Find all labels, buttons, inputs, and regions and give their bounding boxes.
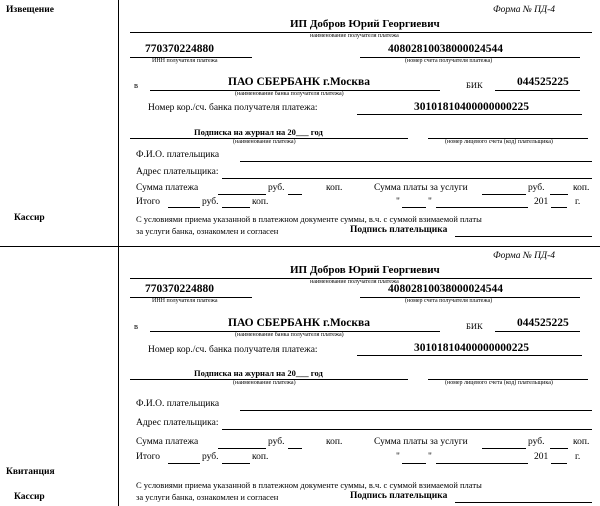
bik-line (495, 331, 580, 332)
bank-prefix: в (134, 80, 139, 90)
fee-rub-line[interactable] (482, 194, 526, 195)
receipt-label: Квитанция (6, 467, 55, 477)
fee-label: Сумма платы за услуги (374, 183, 468, 193)
corr-line (357, 355, 582, 356)
bank-caption: (наименование банка получателя платежа) (235, 332, 344, 338)
amount-kop-line[interactable] (288, 448, 302, 449)
date-year-line[interactable] (551, 463, 567, 464)
fee-kop-line[interactable] (550, 194, 568, 195)
fee-kop: коп. (573, 437, 590, 447)
account-value: 40802810038000024544 (388, 283, 503, 295)
fee-label: Сумма платы за услуги (374, 437, 468, 447)
payment-caption: (наименование платежа) (233, 139, 296, 145)
total-label: Итого (136, 452, 161, 462)
corr-label: Номер кор./сч. банка получателя платежа: (148, 103, 318, 113)
date-month-line[interactable] (436, 207, 528, 208)
bik-value: 044525225 (517, 76, 569, 88)
payer-address-line[interactable] (222, 178, 592, 179)
cashier-label-bottom: Кассир (14, 492, 45, 502)
corr-account: 30101810400000000225 (414, 101, 529, 113)
corr-account: 30101810400000000225 (414, 342, 529, 354)
terms-line-1: С условиями приема указанной в платежном документе суммы, в.ч. с суммой взимаемой платы (136, 214, 482, 224)
inn-value: 770370224880 (145, 43, 214, 55)
payer-address-line[interactable] (222, 429, 592, 430)
total-rub-line[interactable] (168, 463, 200, 464)
date-year: 201 (534, 197, 549, 207)
signature-line[interactable] (455, 236, 592, 237)
cashier-label-top: Кассир (14, 213, 45, 223)
bik-line (495, 90, 580, 91)
amount-rub-line[interactable] (218, 448, 266, 449)
signature-label: Подпись плательщика (350, 491, 448, 501)
amount-kop-line[interactable] (288, 194, 302, 195)
date-year-suffix: г. (575, 197, 581, 207)
section-divider (0, 246, 600, 247)
terms-line-1: С условиями приема указанной в платежном документе суммы, в.ч. с суммой взимаемой платы (136, 480, 482, 490)
date-month-line[interactable] (436, 463, 528, 464)
bank-name: ПАО СБЕРБАНК г.Москва (228, 76, 370, 88)
corr-label: Номер кор./сч. банка получателя платежа: (148, 345, 318, 355)
form-label: Форма № ПД-4 (493, 5, 556, 15)
total-label: Итого (136, 197, 161, 207)
fee-rub-line[interactable] (482, 448, 526, 449)
date-day-line[interactable] (402, 463, 426, 464)
amount-rub: руб. (268, 437, 285, 447)
bik-label: БИК (466, 80, 483, 90)
signature-label: Подпись плательщика (350, 225, 448, 235)
payer-address-label: Адрес плательщика: (136, 167, 219, 177)
account-caption: (номер счета получателя платежа) (405, 298, 493, 304)
amount-kop: коп. (326, 437, 343, 447)
inn-caption: ИНН получателя платежа (152, 58, 218, 64)
date-year-suffix: г. (575, 452, 581, 462)
personal-caption: (номер лицевого счета (код) плательщика) (445, 380, 553, 386)
total-kop: коп. (252, 197, 269, 207)
amount-rub: руб. (268, 183, 285, 193)
signature-line[interactable] (455, 502, 592, 503)
amount-kop: коп. (326, 183, 343, 193)
fee-kop-line[interactable] (550, 448, 568, 449)
bik-value: 044525225 (517, 317, 569, 329)
corr-line (357, 114, 582, 115)
fee-rub: руб. (528, 437, 545, 447)
terms-line-2: за услуги банка, ознакомлен и согласен (136, 492, 279, 502)
left-column-divider (118, 0, 119, 506)
bank-prefix: в (134, 321, 139, 331)
total-rub: руб. (202, 452, 219, 462)
payer-address-label: Адрес плательщика: (136, 418, 219, 428)
payment-name: Подписка на журнал на 20___ год (194, 127, 323, 137)
date-quote-open: " (396, 197, 400, 207)
payer-name-label: Ф.И.О. плательщика (136, 150, 220, 160)
total-kop-line[interactable] (222, 463, 250, 464)
account-caption: (номер счета получателя платежа) (405, 58, 493, 64)
personal-caption: (номер лицевого счета (код) плательщика) (445, 139, 553, 145)
inn-caption: ИНН получателя платежа (152, 298, 218, 304)
total-rub: руб. (202, 197, 219, 207)
recipient-caption: наименование получателя платежа (310, 33, 399, 39)
form-label: Форма № ПД-4 (493, 251, 556, 261)
amount-rub-line[interactable] (218, 194, 266, 195)
bank-name: ПАО СБЕРБАНК г.Москва (228, 317, 370, 329)
amount-label: Сумма платежа (136, 183, 199, 193)
total-kop: коп. (252, 452, 269, 462)
inn-value: 770370224880 (145, 283, 214, 295)
terms-line-2: за услуги банка, ознакомлен и согласен (136, 226, 279, 236)
date-year: 201 (534, 452, 549, 462)
total-kop-line[interactable] (222, 207, 250, 208)
date-day-line[interactable] (402, 207, 426, 208)
payer-name-line[interactable] (240, 161, 592, 162)
bik-label: БИК (466, 321, 483, 331)
amount-label: Сумма платежа (136, 437, 199, 447)
payment-name: Подписка на журнал на 20___ год (194, 368, 323, 378)
account-value: 40802810038000024544 (388, 43, 503, 55)
date-year-line[interactable] (551, 207, 567, 208)
payment-caption: (наименование платежа) (233, 380, 296, 386)
date-quote-open: " (396, 452, 400, 462)
fee-kop: коп. (573, 183, 590, 193)
notice-label: Извещение (6, 5, 54, 15)
bank-caption: (наименование банка получателя платежа) (235, 91, 344, 97)
recipient-caption: наименование получателя платежа (310, 279, 399, 285)
date-quote-close: " (428, 452, 432, 462)
recipient-name: ИП Добров Юрий Георгиевич (290, 264, 440, 276)
total-rub-line[interactable] (168, 207, 200, 208)
recipient-name: ИП Добров Юрий Георгиевич (290, 18, 440, 30)
fee-rub: руб. (528, 183, 545, 193)
payer-name-line[interactable] (240, 410, 592, 411)
date-quote-close: " (428, 197, 432, 207)
payer-name-label: Ф.И.О. плательщика (136, 399, 220, 409)
